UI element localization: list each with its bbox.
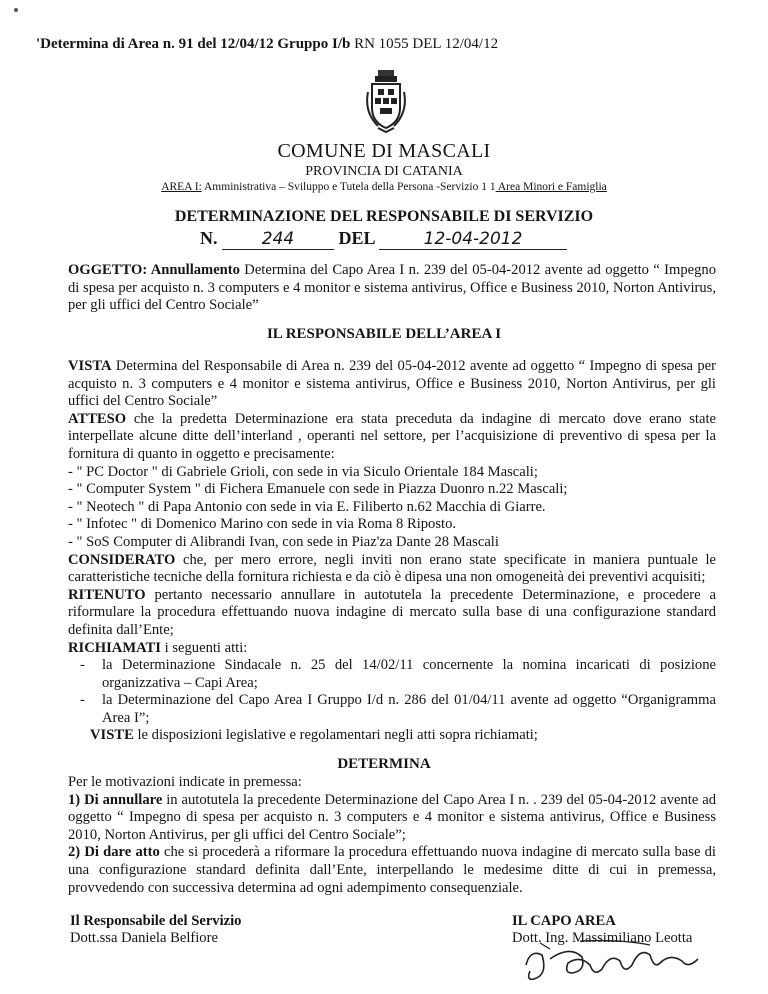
municipal-crest-icon xyxy=(364,68,408,134)
number-label: N. xyxy=(200,228,218,248)
atteso-label: ATTESO xyxy=(68,410,127,427)
vista-text: Determina del Responsabile di Area n. 239 del 05-04-2012 avente ad oggetto “ Impegno di spesa per acquisto n. 3 computers e 4 monitor e sistema antivirus, Office e Business 2010, Norton Antivirus, per gli uffici del Centro Sociale” xyxy=(68,358,716,410)
considerato-paragraph xyxy=(68,552,716,587)
area-line xyxy=(0,181,768,193)
richiamati-item: - la Determinazione del Capo Area I Gruppo I/d n. 286 del 01/04/11 avente ad oggetto “Organigramma Area I”; xyxy=(80,692,716,726)
punto-2 xyxy=(68,844,716,897)
determination-number-line xyxy=(200,228,567,250)
ditta-item: - " SoS Computer di Alibrandi Ivan, con sede in Piaz'za Dante 28 Mascali xyxy=(68,533,499,550)
determina-title: DETERMINA xyxy=(337,756,431,772)
province-name: PROVINCIA DI CATANIA xyxy=(305,164,463,179)
ritenuto-paragraph xyxy=(68,587,716,640)
document-reference-header xyxy=(36,36,498,53)
area-text: Amministrativa – Sviluppo e Tutela della Persona -Servizio 1 1 xyxy=(201,181,496,193)
reference-number: 'Determina di Area n. 91 del 12/04/12 Gruppo I/b xyxy=(36,36,351,52)
viste-text: le disposizioni legislative e regolamentari negli atti sopra richiamati; xyxy=(133,727,538,744)
signatory-name: Dott.ssa Daniela Belfiore xyxy=(70,930,218,946)
richiamati-text: i seguenti atti: xyxy=(160,639,248,656)
atteso-text: che la predetta Determinazione era stata preceduta da indagine di mercato dove erano state interpellate alcune ditte dell’interland , operanti nel settore, per l’acquisizione di preventivo di spesa per la fornitura di quanto in oggetto e precisamente: xyxy=(68,410,716,462)
oggetto-paragraph xyxy=(68,262,716,315)
ditta-item: - " Infotec " di Domenico Marino con sede in via Roma 8 Riposto. xyxy=(68,516,457,533)
motivazioni-line: Per le motivazioni indicate in premessa: xyxy=(68,774,302,790)
registry-number: RN 1055 DEL 12/04/12 xyxy=(350,36,499,52)
municipality-name: COMUNE DI MASCALI xyxy=(277,140,491,162)
viste-paragraph xyxy=(68,727,716,745)
scan-mark xyxy=(14,8,18,12)
date-label: DEL xyxy=(338,228,375,248)
considerato-text: che, per mero errore, negli inviti non erano state specificate in maniera puntuale le caratteristiche tecniche della fornitura richiesta e da ciò è dipesa una non omogeneità dei preventivi acquisiti; xyxy=(68,551,716,586)
signatory-title: Il Responsabile del Servizio xyxy=(70,913,242,929)
punto-1 xyxy=(68,792,716,845)
ritenuto-text: pertanto necessario annullare in autotutela la precedente Determinazione, e procedere a riformulare la procedura effettuando nuova indagine di mercato sulla base di una configurazione standard definita dall’Ente; xyxy=(68,586,716,638)
body-text xyxy=(68,358,716,745)
punto-2-text: che si procederà a riformare la procedura effettuando nuova indagine di mercato sulla base di una configurazione standard definita dall’Ente, interpellando le medesime ditte di cui in premessa, provvedendo con successiva determina ad ogni adempimento consequenziale. xyxy=(68,844,716,896)
atteso-paragraph xyxy=(68,411,716,464)
punto-1-label: 1) Di annullare xyxy=(68,791,163,808)
ditta-item: - " Neotech " di Papa Antonio con sede in via E. Filiberto n.62 Macchia di Giarre. xyxy=(68,498,546,515)
richiamati-paragraph xyxy=(68,640,716,658)
handwritten-date: 12-04-2012 xyxy=(379,229,567,250)
oggetto-text: Determina del Capo Area I n. 239 del 05-04-2012 avente ad oggetto “ Impegno di spesa per acquisto n. 3 computers e 4 monitor e sistema antivirus, Office e Business 2010, Norton Antivirus, per gli uffici del Centro Sociale” xyxy=(68,262,716,314)
responsible-title: IL RESPONSABILE DELL’AREA I xyxy=(266,326,502,342)
viste-label: VISTE xyxy=(90,727,134,744)
oggetto-label: OGGETTO: xyxy=(68,262,148,278)
ditta-item: - " Computer System " di Fichera Emanuele con sede in Piazza Duonro n.22 Mascali; xyxy=(68,481,568,498)
handwritten-number: 244 xyxy=(222,229,334,250)
richiamati-label: RICHIAMATI xyxy=(68,639,161,656)
richiamati-item: - la Determinazione Sindacale n. 25 del 14/02/11 concernente la nomina incaricati di posizione organizzativa – Capi Area; xyxy=(80,657,716,691)
decision-text xyxy=(68,774,716,897)
punto-2-label: 2) Di dare atto xyxy=(68,844,160,861)
signatory-name: Dott. Ing. Massimiliano Leotta xyxy=(512,930,693,946)
area-label: AREA I: xyxy=(161,181,202,193)
determination-title: DETERMINAZIONE DEL RESPONSABILE DI SERVIZIO xyxy=(174,208,594,225)
signatory-title: IL CAPO AREA xyxy=(512,913,616,929)
oggetto-bold: Annullamento xyxy=(147,262,240,278)
ritenuto-label: RITENUTO xyxy=(68,586,146,603)
area-underlined: Area Minori e Famiglia xyxy=(495,181,607,193)
handwritten-signature-icon xyxy=(520,935,710,985)
vista-label: VISTA xyxy=(68,358,112,374)
vista-paragraph xyxy=(68,358,716,411)
ditta-item: - " PC Doctor " di Gabriele Grioli, con sede in via Siculo Orientale 184 Mascali; xyxy=(68,463,538,480)
considerato-label: CONSIDERATO xyxy=(68,551,176,568)
signature-block-left xyxy=(70,913,241,947)
punto-1-text: in autotutela la precedente Determinazione del Capo Area I n. . 239 del 05-04-2012 avente ad oggetto “ Impegno di spesa per acquisto n. 3 computers e 4 monitor e sistema antivirus, Office e Business 2010, Norton Antivirus, per gli uffici del Centro Sociale”; xyxy=(68,791,716,843)
